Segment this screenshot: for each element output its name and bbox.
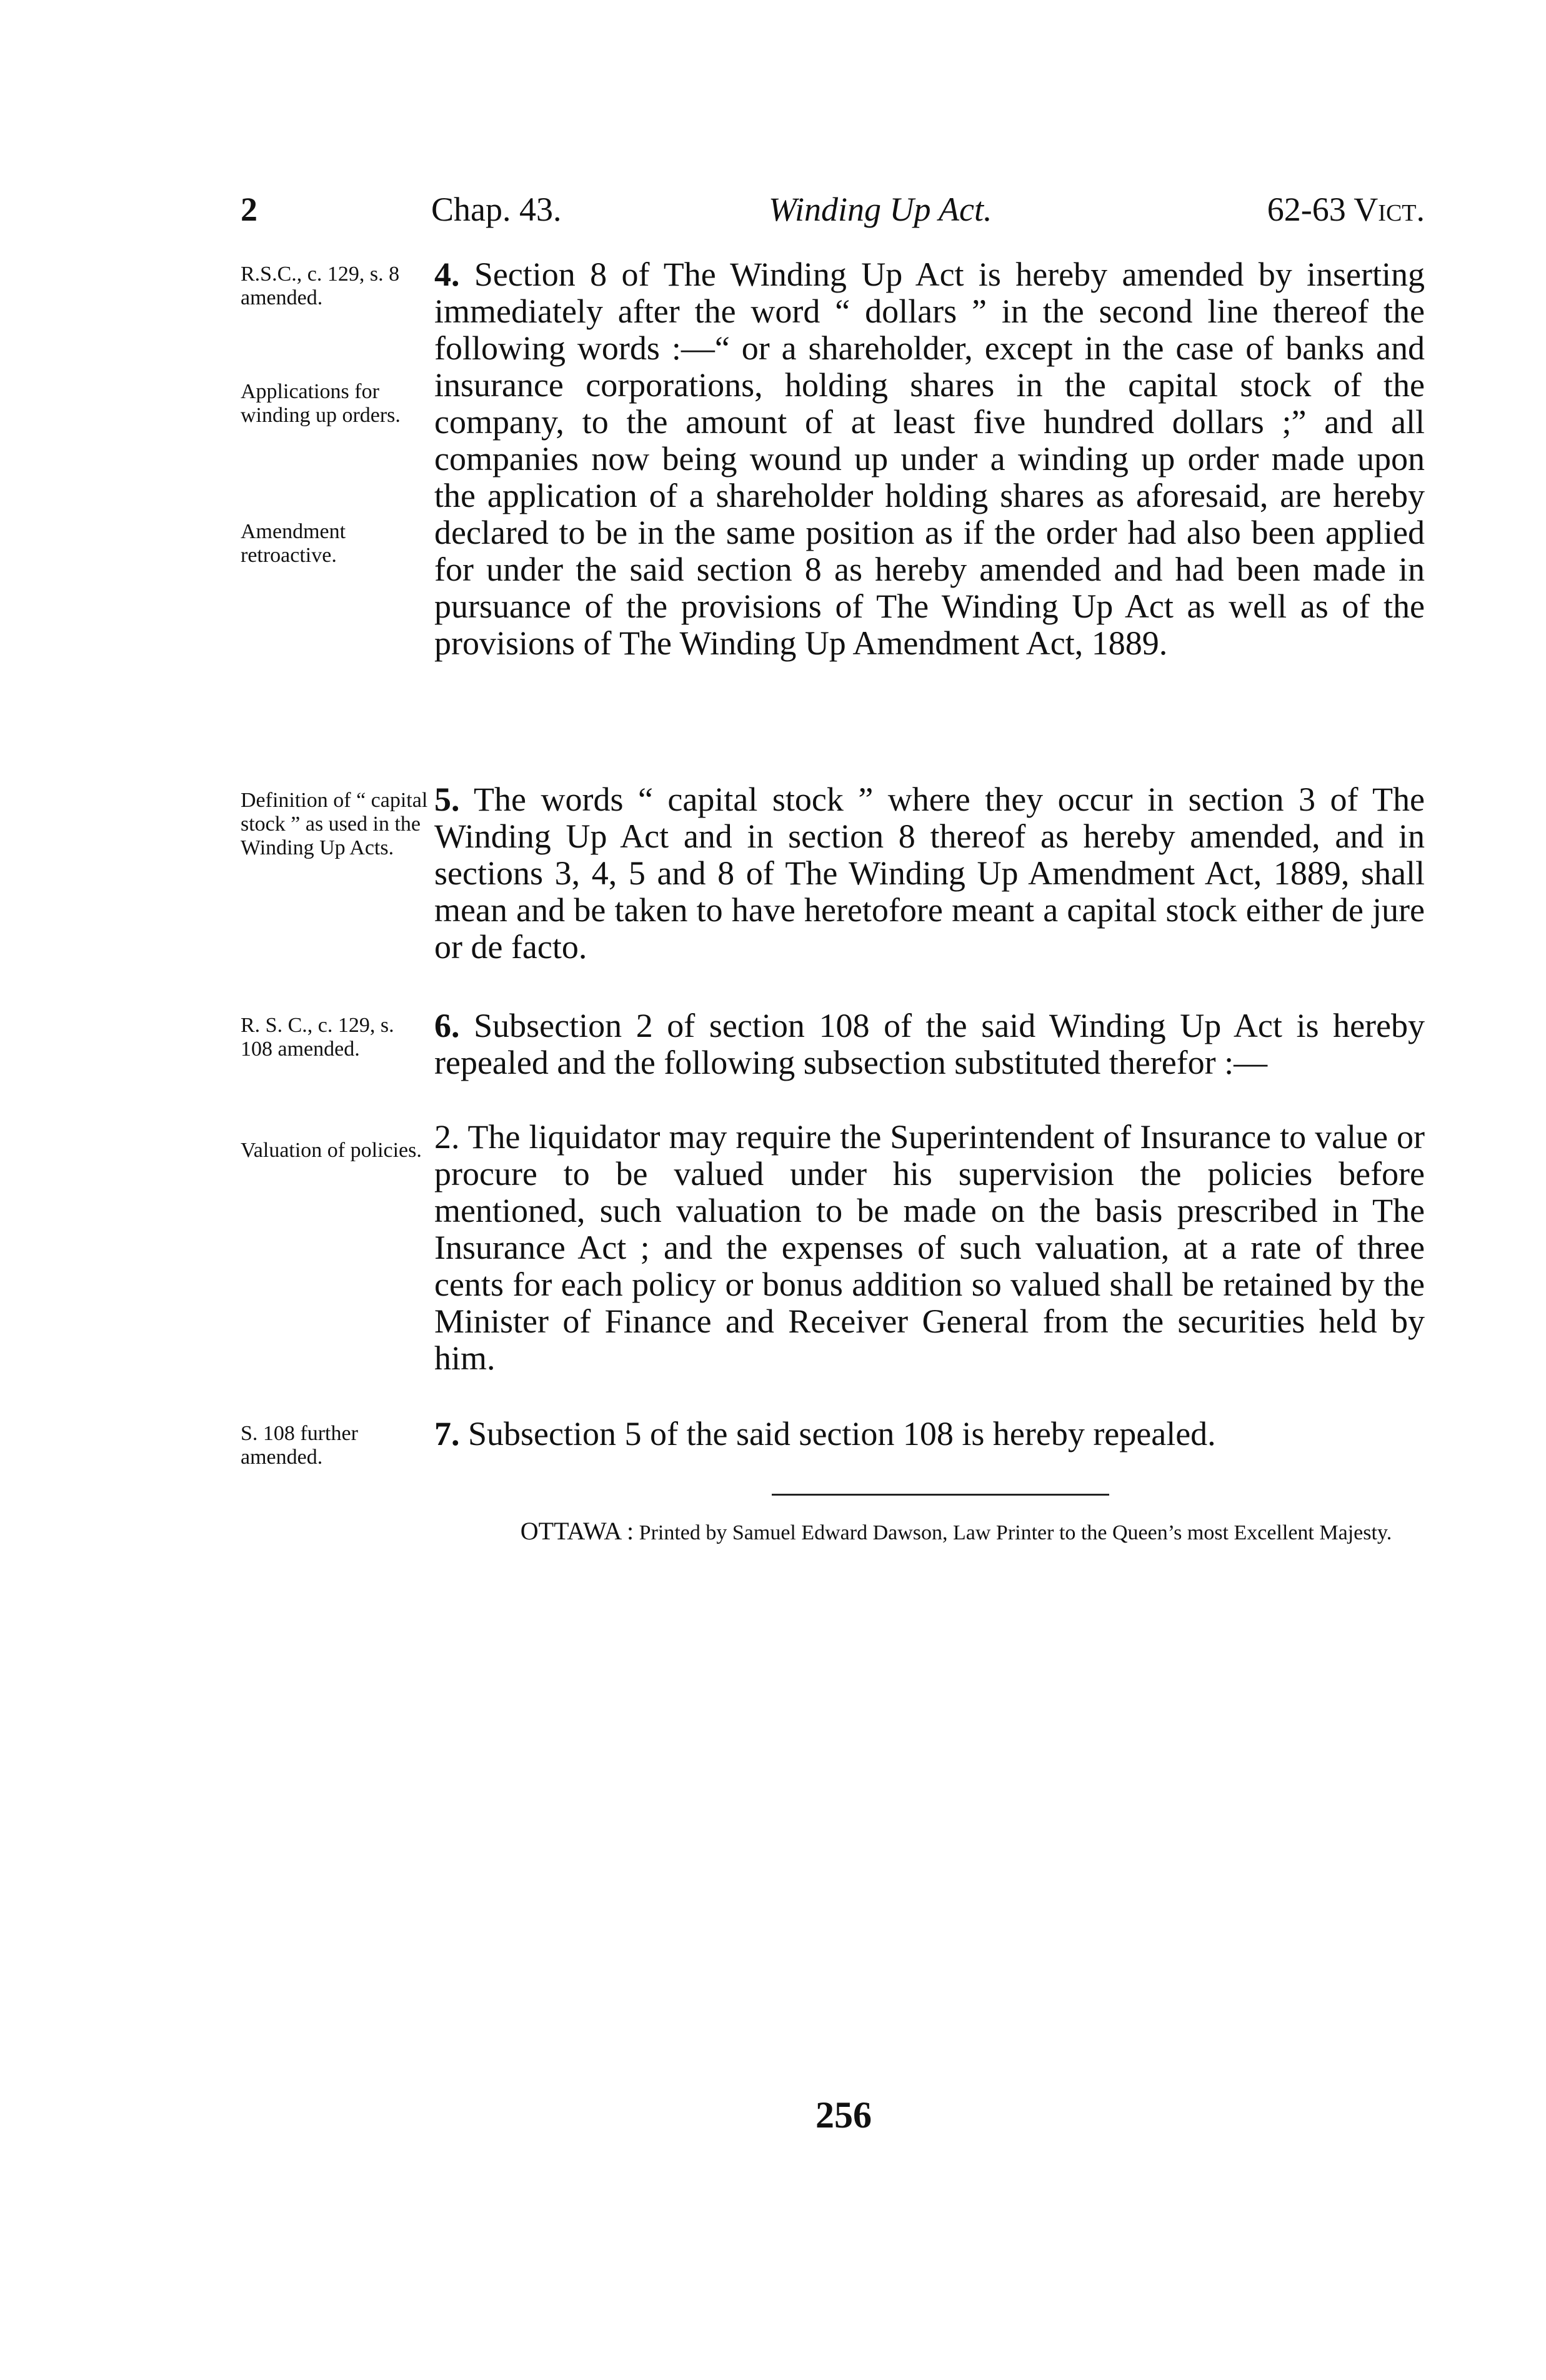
printer-imprint xyxy=(475,1519,1437,1546)
page-number: 2 xyxy=(241,191,257,228)
section-number: 6. xyxy=(434,1007,460,1044)
section-6 xyxy=(434,1008,1425,1081)
section-text: Subsection 2 of section 108 of the said Winding Up Act is hereby repealed and the following subsection substituted therefor :— xyxy=(434,1007,1425,1081)
running-header xyxy=(241,188,1425,231)
section-number: 4. xyxy=(434,256,460,293)
margin-note: Definition of “ capital stock ” as used in the Winding Up Acts. xyxy=(241,789,428,859)
section-text: Subsection 5 of the said section 108 is hereby repealed. xyxy=(468,1415,1216,1452)
act-title: Winding Up Act. xyxy=(769,191,992,228)
section-text: Section 8 of The Winding Up Act is hereby amended by inserting immediately after the word “ dollars ” in the second line thereof the following words :—“ or a shareholder, except in the case of banks and insurance corporations, holding shares in the capital stock of the company, to the amount of at least five hundred dollars ;” and all companies now being wound up under a winding up order made upon the application of a shareholder holding shares as aforesaid, are hereby declared to be in the same position as if the order had also been applied for under the said section 8 as hereby amended and had been made in pursuance of the provisions of The Winding Up Act as well as of the provisions of The Winding Up Amendment Act, 1889. xyxy=(434,256,1425,662)
section-number: 5. xyxy=(434,781,460,818)
margin-note: R.S.C., c. 129, s. 8 amended. xyxy=(241,262,400,309)
chapter-label: Chap. 43. xyxy=(431,191,562,228)
margin-note: Applications for winding up orders. xyxy=(241,380,401,427)
divider-rule xyxy=(772,1494,1109,1496)
folio-number: 256 xyxy=(815,2094,872,2136)
section-number: 7. xyxy=(434,1415,460,1452)
margin-note: Amendment retroactive. xyxy=(241,520,346,567)
imprint-place: OTTAWA : xyxy=(520,1517,634,1545)
margin-note: R. S. C., c. 129, s. 108 amended. xyxy=(241,1014,394,1061)
imprint-printer: Printed by Samuel Edward Dawson, Law Printer to the Queen’s most Excellent Majesty. xyxy=(639,1521,1392,1544)
section-text: The words “ capital stock ” where they occur in section 3 of The Winding Up Act and in section 8 thereof as hereby amended, and in sections 3, 4, 5 and 8 of The Winding Up Amendment Act, 1889, shall mean and be taken to have heretofore meant a capital stock either de jure or de facto. xyxy=(434,781,1425,966)
regnal-year: 62-63 Vict. xyxy=(1267,191,1425,228)
subsection-2: 2. The liquidator may require the Superintendent of Insurance to value or procure to be valued under his supervision the policies before mentioned, such valuation to be made on the basis prescribed in The Insurance Act ; and the expenses of such valuation, at a rate of three cents for each policy or bonus addition so valued shall be retained by the Minister of Finance and Receiver General from the securities held by him. xyxy=(434,1118,1425,1377)
margin-note: S. 108 further amended. xyxy=(241,1422,358,1469)
margin-note: Valuation of policies. xyxy=(241,1139,422,1162)
section-4 xyxy=(434,256,1425,662)
section-5 xyxy=(434,781,1425,966)
section-7 xyxy=(434,1416,1425,1452)
